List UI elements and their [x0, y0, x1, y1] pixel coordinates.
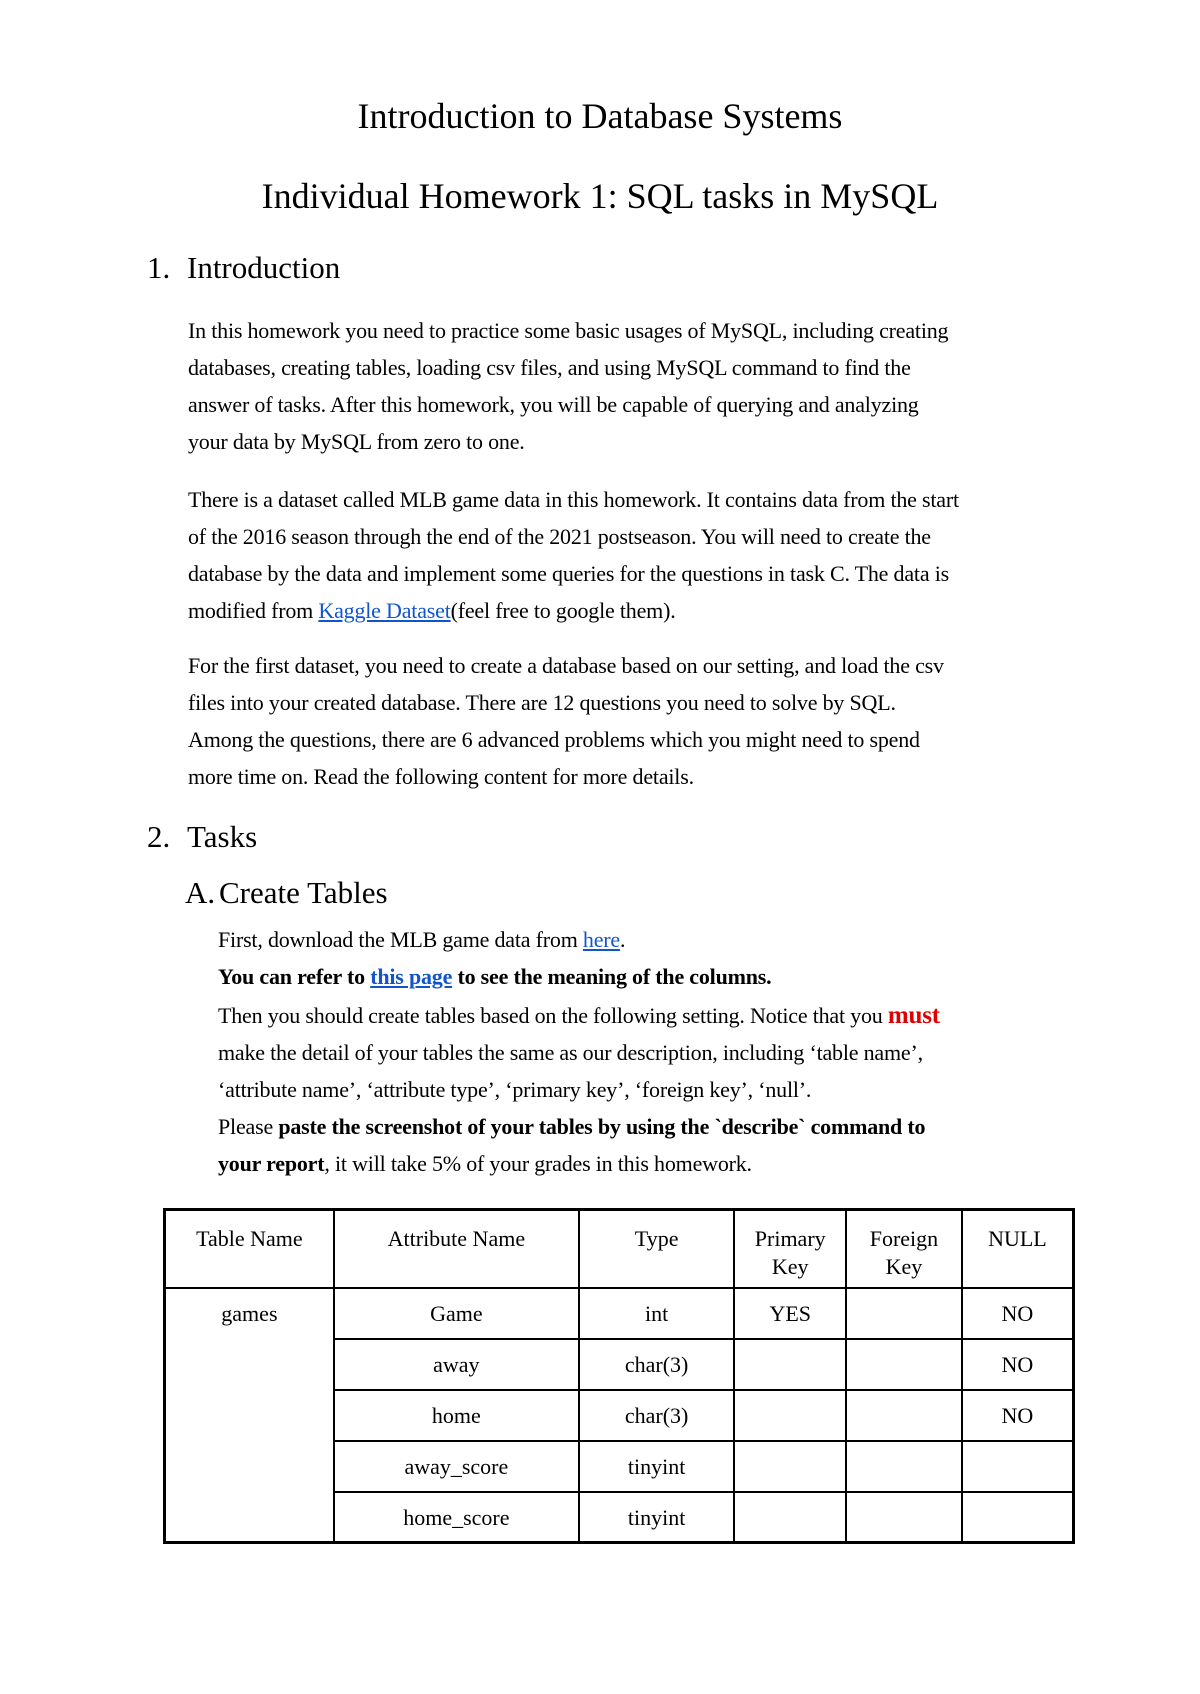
attribute-cell: home	[334, 1390, 579, 1441]
header-foreign-key	[846, 1210, 962, 1288]
foreign-key-cell	[846, 1288, 962, 1339]
primary-key-cell	[734, 1390, 846, 1441]
attribute-cell: Game	[334, 1288, 579, 1339]
instruction-line	[218, 921, 1078, 958]
paragraph-line: files into your created database. There are 12 questions you need to solve by SQL.	[188, 690, 896, 715]
paragraph-line: databases, creating tables, loading csv files, and using MySQL command to find the	[188, 355, 911, 380]
null-cell	[962, 1492, 1074, 1543]
text-fragment: , it will take 5% of your grades in this homework.	[324, 1151, 752, 1176]
paragraph-line: of the 2016 season through the end of the 2021 postseason. You will need to create the	[188, 524, 931, 549]
header-line: Primary	[754, 1226, 826, 1251]
header-line: Key	[771, 1254, 809, 1279]
type-cell: tinyint	[579, 1441, 734, 1492]
attribute-cell: away	[334, 1339, 579, 1390]
text-fragment: Then you should create tables based on the following setting. Notice that you	[218, 1003, 888, 1028]
header-type: Type	[579, 1210, 734, 1288]
intro-paragraph-2	[188, 481, 1068, 629]
text-fragment: your report	[218, 1151, 325, 1176]
header-line: Foreign	[869, 1226, 939, 1251]
intro-paragraph-1	[188, 312, 1068, 460]
primary-key-cell: YES	[734, 1288, 846, 1339]
null-cell: NO	[962, 1288, 1074, 1339]
null-cell: NO	[962, 1339, 1074, 1390]
document-subtitle: Individual Homework 1: SQL tasks in MySQL	[261, 176, 939, 216]
paragraph-line: In this homework you need to practice some basic usages of MySQL, including creating	[188, 318, 949, 343]
subsection-title: Create Tables	[219, 875, 388, 910]
type-cell: tinyint	[579, 1492, 734, 1543]
text-fragment: .	[619, 927, 626, 952]
primary-key-cell	[734, 1492, 846, 1543]
null-cell: NO	[962, 1390, 1074, 1441]
attribute-cell: away_score	[334, 1441, 579, 1492]
paragraph-line: For the first dataset, you need to create a database based on our setting, and load the csv	[188, 653, 944, 678]
foreign-key-cell	[846, 1492, 962, 1543]
kaggle-dataset-link[interactable]: Kaggle Dataset	[318, 598, 451, 623]
null-cell	[962, 1441, 1074, 1492]
document-title: Introduction to Database Systems	[357, 96, 843, 136]
text-fragment: Please	[218, 1114, 279, 1139]
section-heading-introduction	[147, 248, 340, 288]
subsection-number: A.	[185, 875, 216, 910]
foreign-key-cell	[846, 1390, 962, 1441]
text-fragment: modified from	[188, 598, 319, 623]
subsection-heading-create-tables	[185, 873, 388, 913]
section-title: Introduction	[187, 250, 341, 285]
text-fragment: to see the meaning of the columns.	[452, 964, 772, 989]
text-fragment: paste the screenshot of your tables by using the `describe` command to	[278, 1114, 926, 1139]
table-row	[165, 1288, 1074, 1339]
type-cell: int	[579, 1288, 734, 1339]
paragraph-line: Among the questions, there are 6 advanced problems which you might need to spend	[188, 727, 920, 752]
instruction-line	[218, 997, 1078, 1034]
header-attribute-name: Attribute Name	[334, 1210, 579, 1288]
header-null: NULL	[962, 1210, 1074, 1288]
download-here-link[interactable]: here	[582, 927, 620, 952]
attribute-cell: home_score	[334, 1492, 579, 1543]
paragraph-line	[188, 592, 1068, 629]
games-schema-table	[163, 1208, 1075, 1544]
paragraph-line: There is a dataset called MLB game data in this homework. It contains data from the start	[188, 487, 959, 512]
text-fragment: First, download the MLB game data from	[218, 927, 583, 952]
this-page-link[interactable]: this page	[370, 964, 453, 989]
primary-key-cell	[734, 1441, 846, 1492]
instruction-line: ‘attribute name’, ‘attribute type’, ‘primary key’, ‘foreign key’, ‘null’.	[218, 1077, 812, 1102]
paragraph-line: more time on. Read the following content for more details.	[188, 764, 694, 789]
section-title: Tasks	[187, 819, 258, 854]
table-header-row	[165, 1210, 1074, 1288]
intro-paragraph-3	[188, 647, 1068, 795]
instruction-line	[218, 958, 1078, 995]
instruction-line	[218, 1108, 1078, 1145]
header-table-name: Table Name	[165, 1210, 334, 1288]
text-fragment: You can refer to	[218, 964, 371, 989]
instruction-line: make the detail of your tables the same as our description, including ‘table name’,	[218, 1040, 923, 1065]
paragraph-line: answer of tasks. After this homework, you will be capable of querying and analyzing	[188, 392, 919, 417]
foreign-key-cell	[846, 1339, 962, 1390]
create-tables-instructions	[218, 921, 1078, 1182]
must-emphasis: must	[887, 1002, 940, 1029]
paragraph-line: your data by MySQL from zero to one.	[188, 429, 525, 454]
foreign-key-cell	[846, 1441, 962, 1492]
type-cell: char(3)	[579, 1390, 734, 1441]
section-number: 2.	[147, 819, 171, 854]
primary-key-cell	[734, 1339, 846, 1390]
table-name-cell: games	[165, 1288, 334, 1543]
header-primary-key	[734, 1210, 846, 1288]
section-heading-tasks	[147, 817, 257, 857]
section-number: 1.	[147, 250, 171, 285]
type-cell: char(3)	[579, 1339, 734, 1390]
header-line: Key	[885, 1254, 923, 1279]
instruction-line	[218, 1145, 1078, 1182]
paragraph-line: database by the data and implement some queries for the questions in task C. The data is	[188, 561, 949, 586]
text-fragment: (feel free to google them).	[450, 598, 676, 623]
